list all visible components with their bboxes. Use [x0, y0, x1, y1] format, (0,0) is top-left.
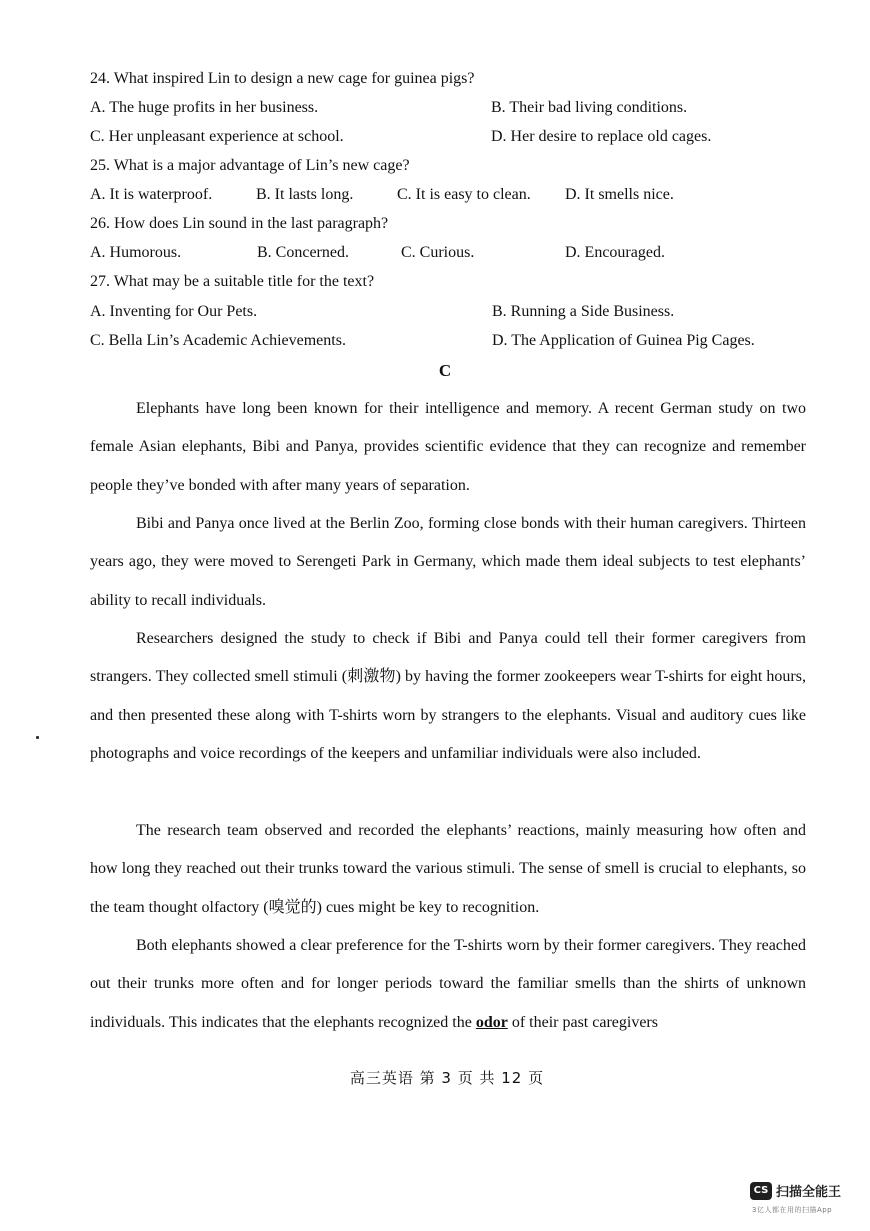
passage-paragraph-5 — [90, 927, 806, 1042]
page-footer: 高三英语 第 3 页 共 12 页 — [349, 1069, 545, 1087]
question-24-option-a: A. The huge profits in her business. — [90, 99, 319, 116]
question-26-option-d: D. Encouraged. — [565, 244, 665, 261]
question-27-option-b: B. Running a Side Business. — [492, 303, 675, 320]
question-27-option-d: D. The Application of Guinea Pig Cages. — [492, 332, 755, 349]
question-27-stem: 27. What may be a suitable title for the text? — [90, 273, 375, 290]
scanner-watermark — [750, 1180, 860, 1220]
scanner-app-name: 扫描全能王 — [776, 1185, 842, 1200]
question-24-stem: 24. What inspired Lin to design a new cage for guinea pigs? — [90, 70, 475, 87]
passage-paragraph-2: Bibi and Panya once lived at the Berlin Zoo, forming close bonds with their human caregivers. Thirteen years ago, they were moved to Serengeti Park in Germany, which made them ideal subjects to test elephants’ ability to recall individuals. — [90, 515, 806, 609]
question-26-stem: 26. How does Lin sound in the last paragraph? — [90, 215, 389, 232]
question-25-option-d: D. It smells nice. — [565, 186, 674, 203]
passage-paragraph-4: The research team observed and recorded the elephants’ reactions, mainly measuring how often and how long they reached out their trunks toward the various stimuli. The sense of smell is crucial to elephants, so the team thought olfactory (嗅觉的) cues might be key to recognition. — [90, 822, 806, 916]
scan-speck — [36, 736, 39, 739]
passage-paragraph-3: Researchers designed the study to check if Bibi and Panya could tell their former caregivers from strangers. They collected smell stimuli (刺激物) by having the former zookeepers wear T-shirts for eight hours, and then presented these along with T-shirts worn by strangers to the elephants. Visual and auditory cues like photographs and voice recordings of the keepers and unfamiliar individuals were also included. — [90, 630, 806, 763]
question-24-option-d: D. Her desire to replace old cages. — [491, 128, 712, 145]
question-25-option-c: C. It is easy to clean. — [397, 186, 531, 203]
paragraph-5-text: Both elephants showed a clear preference for the T-shirts worn by their former caregivers. They reached out their trunks more often and for longer periods toward the familiar smells than the shirts of unknown individuals. This indicates that the elephants recognized the — [90, 937, 806, 1031]
question-24-option-b: B. Their bad living conditions. — [491, 99, 688, 116]
question-26-option-c: C. Curious. — [401, 244, 475, 261]
section-heading: C — [438, 361, 452, 380]
paragraph-5-text-end: of their past caregivers — [507, 1013, 658, 1031]
question-25-option-b: B. It lasts long. — [256, 186, 354, 203]
question-25-option-a: A. It is waterproof. — [90, 186, 213, 203]
question-24-option-c: C. Her unpleasant experience at school. — [90, 128, 344, 145]
question-26-option-b: B. Concerned. — [257, 244, 349, 261]
question-26-option-a: A. Humorous. — [90, 244, 182, 261]
underlined-word: odor — [475, 1013, 508, 1031]
passage-paragraph-1: Elephants have long been known for their intelligence and memory. A recent German study on two female Asian elephants, Bibi and Panya, provides scientific evidence that they can recognize and remember people they’ve bonded with after many years of separation. — [90, 400, 806, 494]
question-25-stem: 25. What is a major advantage of Lin’s new cage? — [90, 157, 410, 174]
question-27-option-a: A. Inventing for Our Pets. — [90, 303, 258, 320]
question-27-option-c: C. Bella Lin’s Academic Achievements. — [90, 332, 346, 349]
scanner-tagline: 3亿人都在用的扫描App — [752, 1206, 833, 1214]
scanner-logo-icon: CS — [750, 1182, 772, 1200]
